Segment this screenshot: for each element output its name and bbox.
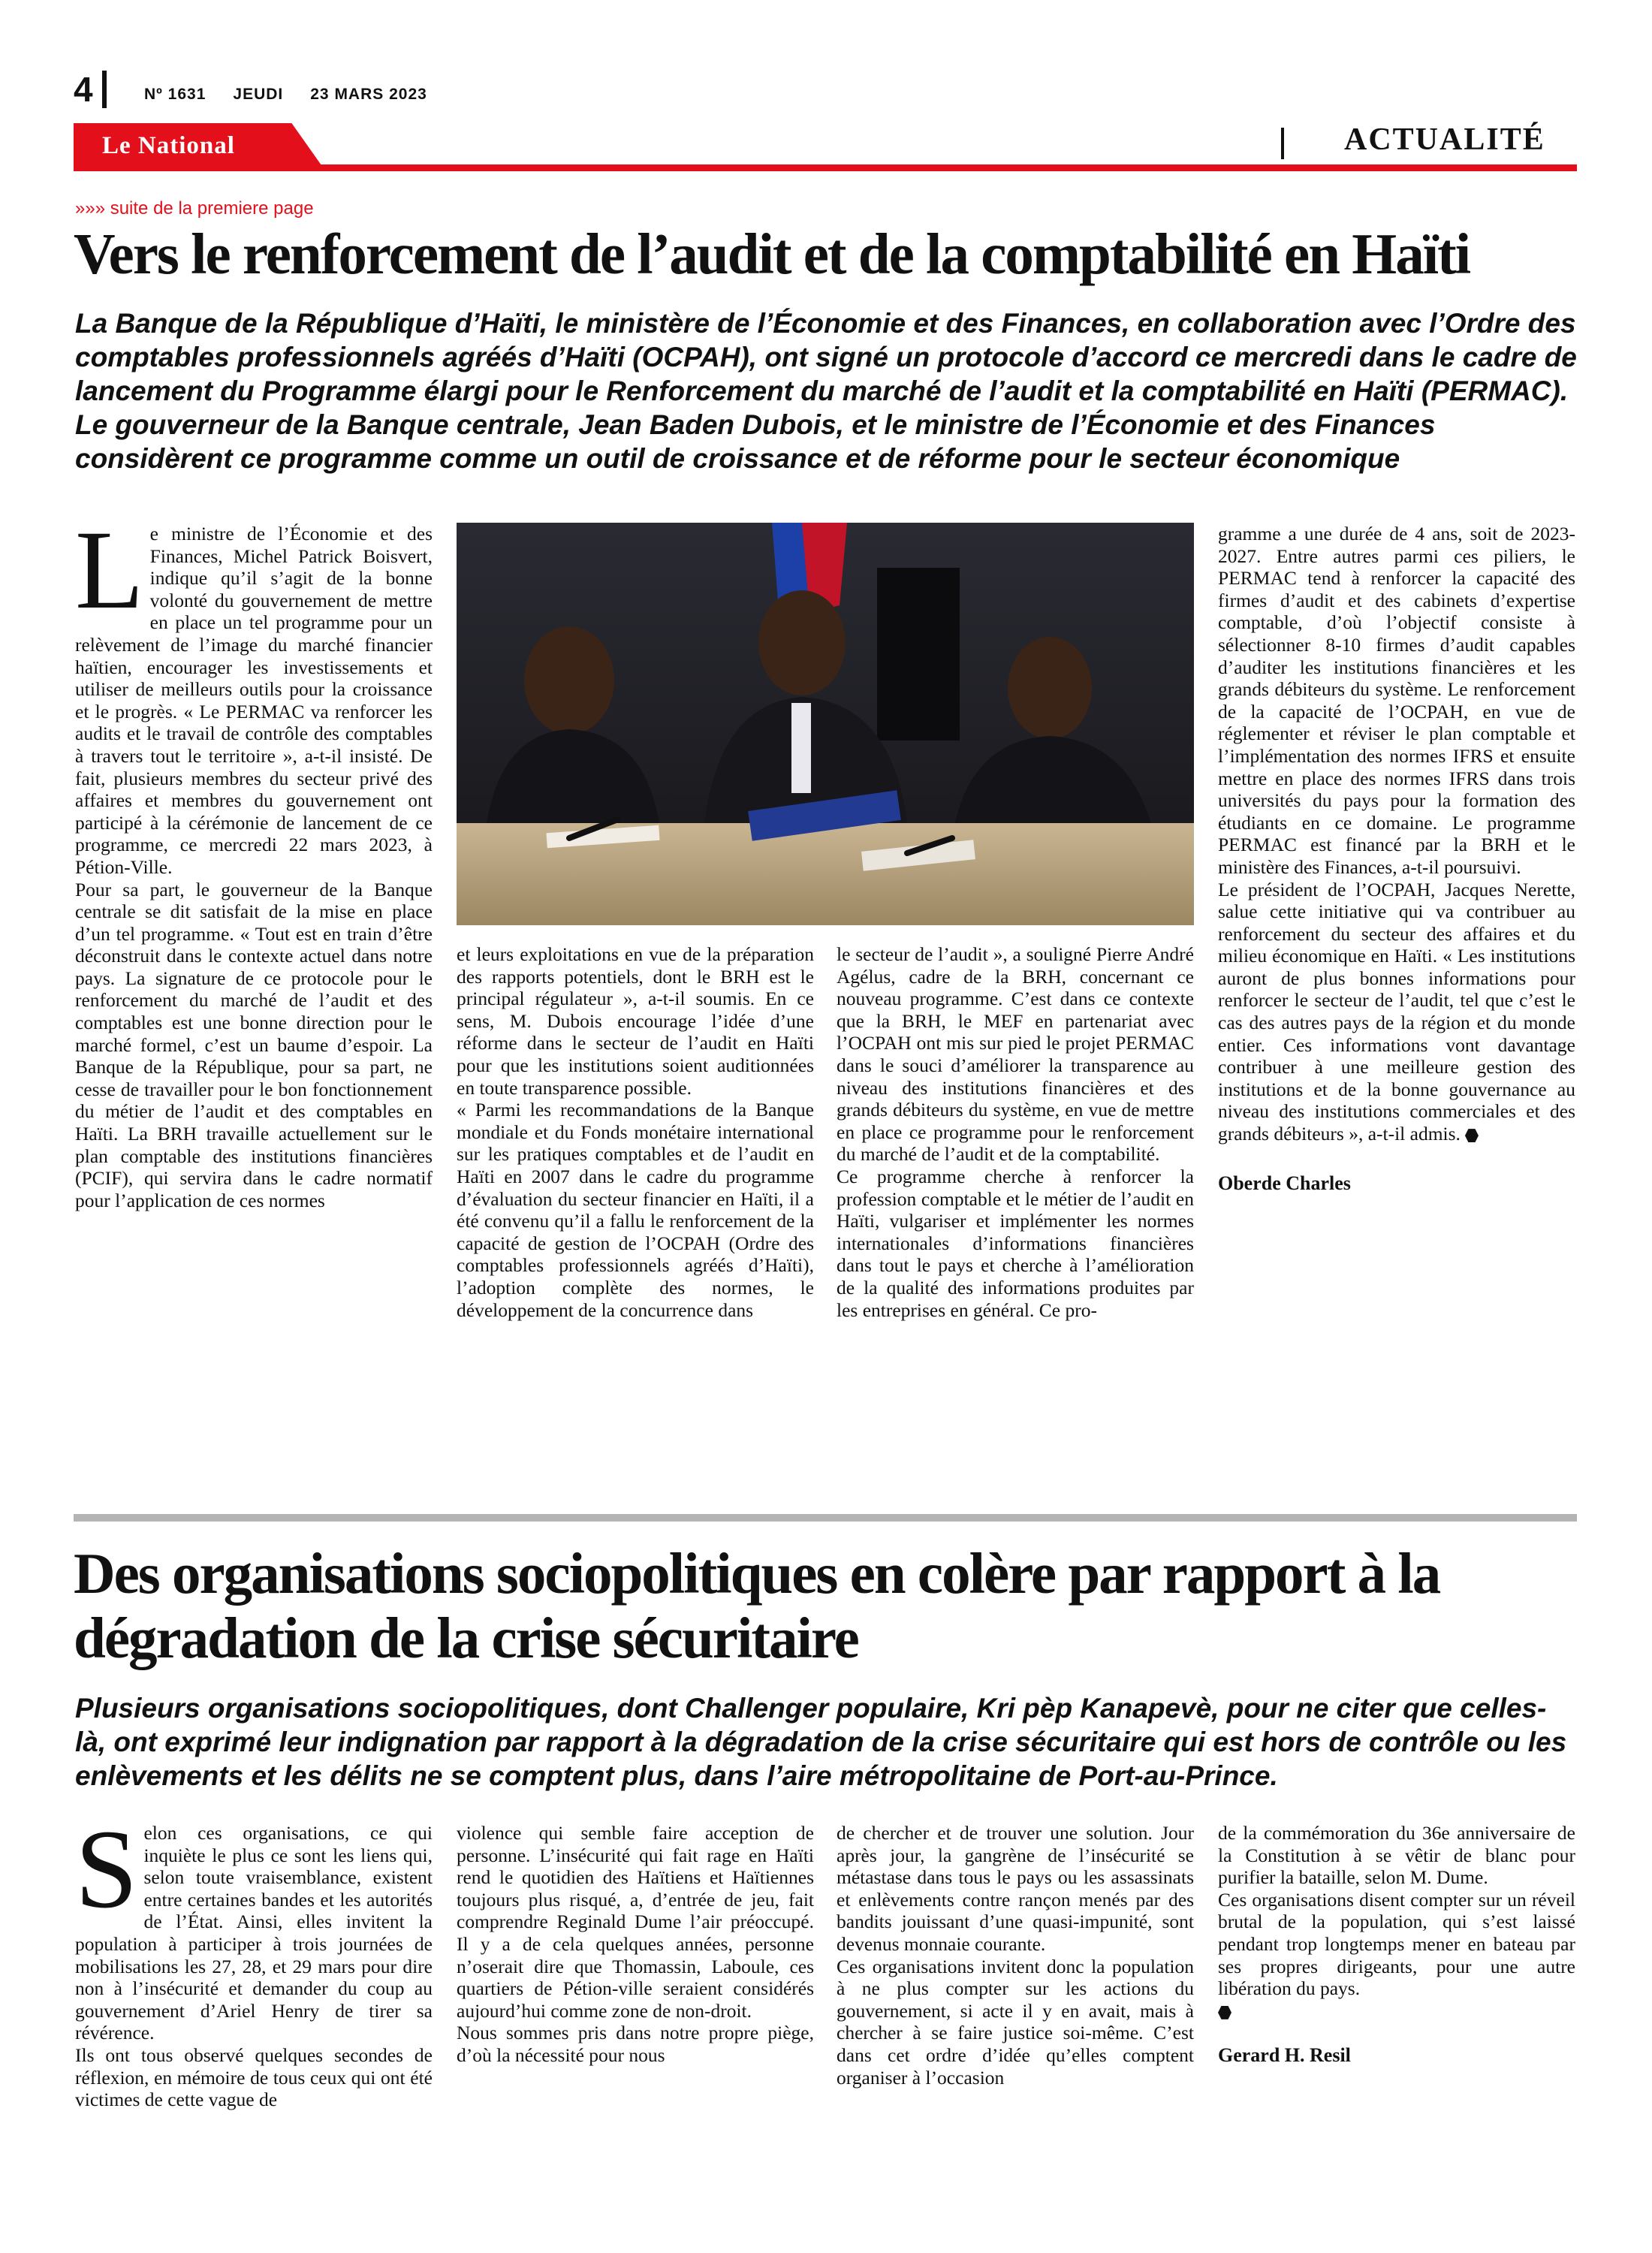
issue-info: [144, 86, 454, 104]
article1-col3-paragraph-1: le secteur de l’audit », a souligné Pierre André Agélus, cadre de la BRH, concernant ce nouveau programme. C’est dans ce contexte que la BRH, le MEF en partenariat avec l’OCPAH ont mis sur pied le projet PERMAC dans le souci d’améliorer la transparence au niveau des institutions financières et des grands débiteurs du système, en vue de mettre en place ce programme pour le renforcement du marché de l’audit et de la comptabilité.: [837, 943, 1194, 1166]
article1-headline: Vers le renforcement de l’audit et de la comptabilité en Haïti: [74, 222, 1470, 286]
article2-col4-paragraph-1: de la commémoration du 36e anniversaire de la Constitution à se vêtir de blanc pour purifier la bataille, selon M. Dume.: [1218, 1822, 1575, 1889]
continued-kicker: »»» suite de la premiere page: [75, 198, 314, 219]
article2-headline: Des organisations sociopolitiques en colère par rapport à la dégradation de la crise sécuritaire: [74, 1541, 1440, 1670]
article1-col3-paragraph-2: Ce programme cherche à renforcer la profession comptable et le métier de l’audit en Haïti, vulgariser et implémenter les normes internationales d’informations financières dans tout le pays et cherche à l’amélioration de la qualité des informations produites par les entreprises en général. Ce pro-: [837, 1165, 1194, 1321]
article2-col1-paragraph-2: Ils ont tous observé quelques secondes de réflexion, en mémoire de tous ceux qui ont été victimes de cette vague de: [75, 2043, 433, 2111]
article2-col4-paragraph-2: Ces organisations disent compter sur un réveil brutal de la population, qui s’est laissé pendant trop longtemps mener en bateau par ses propres dirigeants, pour une autre libération du pays.: [1218, 1888, 1575, 2000]
article1-dropcap: L: [75, 508, 144, 632]
article1-author: Oberde Charles: [1218, 1172, 1351, 1194]
article1-col2-paragraph-2: « Parmi les recommandations de la Banque mondiale et du Fonds monétaire international sur les pratiques comptables et de l’audit en Haïti en 2007 dans le cadre du programme d’évaluation du secteur financier en Haïti, il a été convenu qu’il a fallu le renforcement de la capacité de gestion de l’OCPAH (Ordre des comptables professionnels agréés d’Haïti), l’adoption complète des normes, le développement de la concurrence dans: [457, 1099, 814, 1321]
article2-column-1: [75, 1807, 433, 2242]
article2-column-3: [837, 1822, 1194, 2242]
section-divider: [1281, 128, 1284, 159]
header-rule: [74, 164, 1577, 171]
end-mark-icon: [1465, 1129, 1479, 1142]
article1-col1-paragraph-2: Pour sa part, le gouverneur de la Banque centrale se dit satisfait de la mise en place d’un tel programme. « Tout est en train d’être déconstruit dans le contexte actuel dans notre pays. La signature de ce protocole pour le renforcement du marché de l’audit et des comptables est une bonne direction pour le marché formel, c’est un baume d’espoir. La Banque de la République, pour sa part, ne cesse de travailler pour le bon fonctionnement du métier de l’audit et des comptables en Haïti. La BRH travaille actuellement sur le plan comptable des institutions financières (PCIF), qui servira dans le cadre normatif pour l’application de ces normes: [75, 878, 433, 1211]
brand-logo: Le National: [102, 132, 235, 159]
article1-col4-paragraph-2: Le président de l’OCPAH, Jacques Nerette, salue cette initiative qui va contribuer au renforcement du secteur des affaires et du milieu économique en Haïti. « Les institutions auront de plus bonnes informations pour renforcer le secteur de l’audit, tel que c’est le cas des autres pays de la région et du monde entier. Ces informations vont davantage contribuer à une meilleure gestion des institutions et de la bonne gouvernance au niveau des institutions commerciales et des grands débiteurs », a-t-il admis.: [1218, 878, 1575, 1145]
issue-weekday: JEUDI: [233, 86, 284, 103]
issue-number: Nº 1631: [144, 86, 206, 103]
article1-lead: La Banque de la République d’Haïti, le ministère de l’Économie et des Finances, en collaboration avec l’Ordre des comptables professionnels agréés d’Haïti (OCPAH), ont signé un protocole d’accord ce mercredi dans le cadre de lancement du Programme élargi pour le Renforcement du marché de l’audit et la comptabilité en Haïti (PERMAC). Le gouverneur de la Banque centrale, Jean Baden Dubois, et le ministre de l’Économie et des Finances considèrent ce programme comme un outil de croissance et de réforme pour le secteur économique: [75, 308, 1577, 474]
article1-col2-paragraph-1: et leurs exploitations en vue de la préparation des rapports potentiels, dont le BRH est le principal régulateur », a-t-il soumis. En ce sens, M. Dubois encourage l’idée d’une réforme dans le secteur de l’audit en Haïti pour que les institutions soient auditionnées en toute transparence possible.: [457, 943, 814, 1099]
article2-col2-paragraph-2: Nous sommes pris dans notre propre piège, d’où la nécessité pour nous: [457, 2022, 814, 2066]
photo-illustration: [457, 523, 1194, 925]
issue-date: 23 MARS 2023: [310, 86, 427, 103]
article2-column-4: [1218, 1822, 1575, 2242]
signing-ceremony-photo: [457, 523, 1194, 925]
article1-col1-paragraph-1: e ministre de l’Économie et des Finances, Michel Patrick Boisvert, indique qu’il s’agit de la bonne volonté du gouvernement de mettre en place un tel programme pour un relèvement de l’image du marché financier haïtien, encourager les investissements et utiliser de meilleurs outils pour la croissance et le progrès. « Le PERMAC va renforcer les audits et le travail de contrôle des comptables à travers tout le territoire », a-t-il insisté. De fait, plusieurs membres du secteur privé des affaires et membres du gouvernement ont participé à la cérémonie de lancement de ce programme, ce mercredi 22 mars 2023, à Pétion-Ville.: [75, 523, 433, 878]
article2-lead: Plusieurs organisations sociopolitiques, dont Challenger populaire, Kri pèp Kanapevè, pour ne citer que celles-là, ont exprimé leur indignation par rapport à la dégradation de la crise sécuritaire qui est hors de contrôle ou les enlèvements et les délits ne se comptent plus, dans l’aire métropolitaine de Port-au-Prince.: [75, 1693, 1567, 1791]
article2-col3-paragraph-2: Ces organisations invitent donc la population à ne plus compter sur les actions du gouvernement, si acte il y en avait, mais à chercher à se faire justice soi-même. C’est dans cet ordre d’idée qu’elles comptent organiser à l’occasion: [837, 1955, 1194, 2089]
article1-column-4: [1218, 523, 1575, 1499]
end-mark-icon: [1218, 2006, 1231, 2019]
article2-col2-paragraph-1: violence qui semble faire acception de personne. L’insécurité qui fait rage en Haïti rend le quotidien des Haïtiens et Haïtiennes toujours plus risqué, a, d’entrée de jeu, fait comprendre Reginald Dume l’air préoccupé. Il y a de cela quelques années, personne n’oserait dire que Thomassin, Laboule, ces quartiers de Pétion-ville seraient considérés aujourd’hui comme zone de non-droit.: [457, 1822, 814, 2022]
article2-column-2: [457, 1822, 814, 2242]
article-separator: [74, 1514, 1577, 1522]
page-number-divider: [102, 71, 107, 108]
article2-dropcap: S: [75, 1807, 138, 1932]
article2-col3-paragraph-1: de chercher et de trouver une solution. Jour après jour, la gangrène de l’insécurité se métastase dans tous le pays ou les assassinats et enlèvements contre rançon menés par des bandits jouissant d’une quasi-impunité, sont devenus monnaie courante.: [837, 1822, 1194, 1955]
article1-column-2: [457, 943, 814, 1499]
page-number: 4: [74, 70, 93, 109]
article1-col4-paragraph-1: gramme a une durée de 4 ans, soit de 2023-2027. Entre autres parmi ces piliers, le PERMAC tend à renforcer la capacité des firmes d’audit et des cabinets d’expertise comptable, d’où l’objectif consiste à sélectionner 8-10 firmes d’audit capables d’auditer les institutions financières et les grands débiteurs du système. Le renforcement de la capacité de l’OCPAH, en vue de réglementer et réviser le plan comptable et l’implémentation des normes IFRS et ensuite mettre en place des normes IFRS dans trois universités du pays pour la formation des étudiants en ce domaine. Le programme PERMAC est financé par la BRH et le ministère des Finances, a-t-il poursuivi.: [1218, 523, 1575, 878]
article2-author: Gerard H. Resil: [1218, 2044, 1351, 2067]
article1-column-1: [75, 508, 433, 1491]
article1-column-3: [837, 943, 1194, 1499]
article2-col1-paragraph-1: elon ces organisations, ce qui inquiète le plus ce sont les liens qui, selon toute vraisemblance, existent entre certaines bandes et les autorités de l’État. Ainsi, elles invitent la population à participer à trois journées de mobilisations les 27, 28, et 29 mars pour dire non à l’insécurité et demander du coup au gouvernement d’Ariel Henry de tirer sa révérence.: [75, 1822, 433, 2044]
section-title: ACTUALITÉ: [1344, 122, 1545, 157]
